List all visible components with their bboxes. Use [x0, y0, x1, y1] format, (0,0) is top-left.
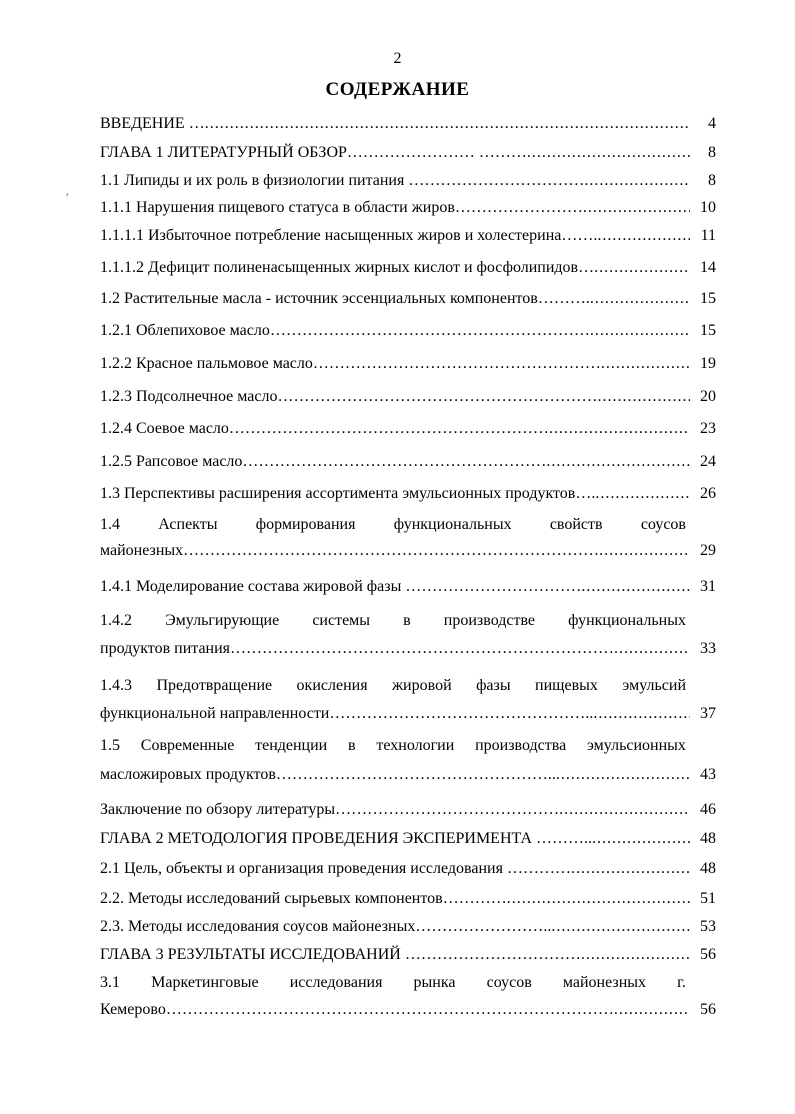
toc-entry-text: 2.2. Методы исследований сырьевых компонентов………… — [100, 890, 507, 907]
toc-entry-text: 1.2.1 Облепиховое масло…………………………………………………… — [100, 322, 590, 339]
toc-entry-page: 10 — [700, 199, 716, 216]
toc-entry[interactable] — [100, 577, 716, 597]
toc-entry-text: 1.2.5 Рапсовое масло………………………………………………… — [100, 453, 547, 470]
toc-leader-dots — [592, 829, 690, 849]
toc-leader-dots — [590, 289, 690, 309]
toc-entry-page: 56 — [700, 946, 716, 963]
toc-entry[interactable] — [100, 114, 716, 134]
toc-entry-word: Маркетинговые — [151, 974, 259, 991]
toc-entry-page: 20 — [700, 388, 716, 405]
toc-entry[interactable] — [100, 289, 716, 309]
toc-entry[interactable] — [100, 258, 716, 278]
toc-leader-dots — [581, 945, 690, 965]
toc-leader-dots — [614, 639, 690, 659]
toc-entry-text: 1.1.1 Нарушения пищевого статуса в области жиров…………………… — [100, 199, 583, 216]
toc-entry-text: 1.1 Липиды и их роль в физиологии питания …………………………… — [100, 172, 585, 189]
toc-entry-page: 19 — [700, 355, 716, 372]
toc-entry-page: 24 — [700, 453, 716, 470]
toc-leader-dots — [205, 114, 690, 134]
toc-entry-word: производстве — [443, 612, 536, 629]
toc-entry-text: 1.3 Перспективы расширения ассортимента эмульсионных продуктов…. — [100, 485, 596, 502]
toc-entry-word: 1.5 — [100, 737, 120, 754]
toc-entry-text: 2.1 Цель, объекты и организация проведения исследования ………… — [100, 860, 571, 877]
toc-entry[interactable] — [100, 321, 716, 341]
toc-entry-page: 15 — [700, 322, 716, 339]
toc-entry-page: 37 — [700, 705, 716, 722]
toc-entry-text: Заключение по обзору литературы…………………………………… — [100, 801, 560, 818]
toc-entry-text: масложировых продуктов…………………………………………….. — [100, 766, 556, 783]
toc-entry-text: 1.4.1 Моделирование состава жировой фазы …………………………… — [100, 578, 582, 595]
toc-entry-word: фазы — [476, 677, 511, 694]
toc-leader-dots — [559, 800, 690, 820]
toc-entry-word: свойств — [549, 516, 603, 533]
toc-leader-dots — [593, 704, 690, 724]
toc-entry-page: 23 — [700, 420, 716, 437]
toc-entry-text: 1.2.3 Подсолнечное масло…………………………………………………… — [100, 388, 598, 405]
toc-entry-word: соусов — [640, 516, 686, 533]
toc-leader-dots — [597, 387, 690, 407]
toc-entry-page: 29 — [700, 542, 716, 559]
toc-entry-word: рынка — [413, 974, 456, 991]
toc-entry[interactable] — [100, 171, 716, 191]
toc-leader-dots — [599, 541, 690, 561]
toc-leader-dots — [571, 859, 690, 879]
toc-entry[interactable] — [100, 859, 716, 879]
toc-entry-word: пищевых — [535, 677, 598, 694]
toc-leader-dots — [590, 321, 690, 341]
toc-entry[interactable] — [100, 1000, 716, 1020]
toc-entry-heading-line — [100, 515, 686, 535]
toc-entry-text: майонезных…………………………………………………………………… — [100, 542, 600, 559]
toc-leader-dots — [546, 452, 690, 472]
stray-mark: ′ — [66, 190, 69, 204]
toc-entry-heading-line — [100, 736, 686, 756]
toc-leader-dots — [595, 484, 690, 504]
toc-entry-word: функциональных — [393, 516, 512, 533]
toc-entry-page: 4 — [708, 115, 716, 132]
toc-entry-word: в — [348, 737, 356, 754]
toc-leader-dots — [551, 917, 690, 937]
toc-leader-dots — [549, 419, 690, 439]
toc-entry-text: 2.3. Методы исследования соусов майонезных…………………….. — [100, 918, 552, 935]
toc-entry-heading-line — [100, 973, 686, 993]
toc-entry[interactable] — [100, 704, 716, 724]
toc-entry-page: 11 — [700, 227, 716, 244]
toc-entry-word: 3.1 — [100, 974, 120, 991]
toc-entry[interactable] — [100, 541, 716, 561]
toc-entry-word: функциональных — [568, 612, 686, 629]
toc-entry-word: Современные — [140, 737, 235, 754]
toc-entry-word: технологии — [376, 737, 455, 754]
toc-leader-dots — [614, 1000, 690, 1020]
toc-entry-word: эмульсионных — [586, 737, 686, 754]
toc-entry-word: эмульсий — [622, 677, 686, 694]
toc-leader-dots — [556, 765, 690, 785]
toc-entry[interactable] — [100, 419, 716, 439]
toc-entry-page: 26 — [700, 485, 716, 502]
toc-entry[interactable] — [100, 143, 716, 163]
toc-entry-text: ГЛАВА 3 РЕЗУЛЬТАТЫ ИССЛЕДОВАНИЙ …………………………… — [100, 946, 581, 963]
toc-leader-dots — [597, 226, 690, 246]
toc-entry-word: г. — [677, 974, 686, 991]
toc-entry-word: в — [403, 612, 411, 629]
toc-entry-word: формирования — [255, 516, 356, 533]
toc-leader-dots — [584, 171, 690, 191]
toc-entry-page: 8 — [708, 144, 716, 161]
toc-entry[interactable] — [100, 354, 716, 374]
toc-entry-heading-line — [100, 676, 686, 696]
toc-leader-dots — [594, 258, 690, 278]
toc-entry[interactable] — [100, 639, 716, 659]
toc-entry-word: жировой — [392, 677, 452, 694]
page-title: СОДЕРЖАНИЕ — [325, 79, 470, 100]
toc-entry-word: 1.4 — [100, 516, 120, 533]
toc-entry-word: системы — [312, 612, 371, 629]
toc-entry[interactable] — [100, 889, 716, 909]
toc-entry-page: 43 — [700, 766, 716, 783]
toc-entry-word: 1.4.2 — [100, 612, 132, 629]
toc-entry-text: 1.2 Растительные масла - источник эссенциальных компонентов………. — [100, 290, 590, 307]
toc-entry-text: ГЛАВА 1 ЛИТЕРАТУРНЫЙ ОБЗОР…………………… ……… — [100, 144, 527, 161]
toc-entry-word: производства — [475, 737, 567, 754]
toc-entry-text: продуктов питания……………………………………………………………… — [100, 640, 615, 657]
toc-leader-dots — [527, 143, 690, 163]
toc-entry-word: Предотвращение — [156, 677, 273, 694]
toc-entry-page: 53 — [700, 918, 716, 935]
toc-entry-text: 1.1.1.1 Избыточное потребление насыщенных жиров и холестерина……. — [100, 227, 598, 244]
toc-entry-page: 46 — [700, 801, 716, 818]
toc-entry-text: 1.2.2 Красное пальмовое масло……………………………………………… — [100, 355, 601, 372]
toc-entry[interactable] — [100, 765, 716, 785]
toc-entry-text: 1.2.4 Соевое масло…………………………………………………… — [100, 420, 549, 437]
toc-entry-page: 33 — [700, 640, 716, 657]
toc-entry-word: Аспекты — [158, 516, 218, 533]
toc-leader-dots — [583, 198, 690, 218]
toc-entry[interactable] — [100, 226, 716, 246]
toc-entry-text: ВВЕДЕНИЕ … — [100, 115, 205, 132]
toc-leader-dots — [581, 577, 690, 597]
toc-entry-page: 48 — [700, 830, 716, 847]
toc-entry-text: функциональной направленности………………………………………….. — [100, 705, 594, 722]
toc-entry[interactable] — [100, 917, 716, 937]
toc-entry-word: исследования — [289, 974, 383, 991]
toc-entry-word: окисления — [296, 677, 368, 694]
toc-entry[interactable] — [100, 800, 716, 820]
toc-entry-page: 14 — [700, 259, 716, 276]
toc-entry-page: 31 — [700, 578, 716, 595]
toc-entry-page: 15 — [700, 290, 716, 307]
toc-entry-page: 8 — [708, 172, 716, 189]
toc-leader-dots — [507, 889, 690, 909]
page-number: 2 — [393, 50, 402, 67]
toc-entry-word: Эмульгирующие — [165, 612, 280, 629]
toc-entry-page: 51 — [700, 890, 716, 907]
toc-entry-word: майонезных — [562, 974, 647, 991]
toc-entry-word: тенденции — [255, 737, 328, 754]
toc-entry-word: соусов — [486, 974, 532, 991]
toc-entry-page: 48 — [700, 860, 716, 877]
toc-leader-dots — [601, 354, 690, 374]
toc-entry[interactable] — [100, 452, 716, 472]
toc-entry[interactable] — [100, 198, 716, 218]
toc-entry-heading-line — [100, 611, 686, 631]
toc-entry[interactable] — [100, 945, 716, 965]
toc-entry[interactable] — [100, 829, 716, 849]
toc-entry-word: 1.4.3 — [100, 677, 132, 694]
toc-entry-text: Кемерово………………………………………………………………………… — [100, 1001, 614, 1018]
toc-entry[interactable] — [100, 484, 716, 504]
toc-entry-text: ГЛАВА 2 МЕТОДОЛОГИЯ ПРОВЕДЕНИЯ ЭКСПЕРИМЕНТА ……….. — [100, 830, 593, 847]
toc-entry-page: 56 — [700, 1001, 716, 1018]
toc-entry[interactable] — [100, 387, 716, 407]
toc-entry-text: 1.1.1.2 Дефицит полиненасыщенных жирных кислот и фосфолипидов… — [100, 259, 595, 276]
